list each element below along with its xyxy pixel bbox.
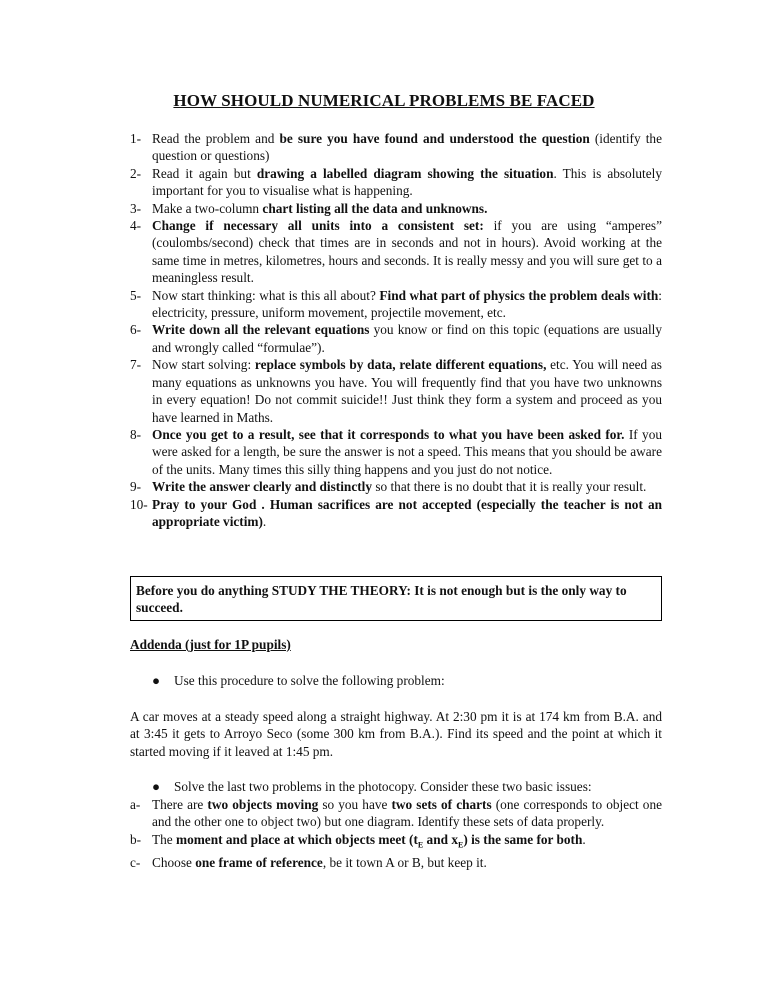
bold-text: moment and place at which objects meet (t — [176, 831, 418, 847]
bullet-text: Use this procedure to solve the following problem: — [174, 673, 445, 688]
bold-text: Pray to your God . Human sacrifices are not accepted (especially the teacher is not an appropriate victim) — [152, 496, 662, 529]
step-number: a- — [130, 797, 141, 812]
text-span: : electricity, pressure, uniform movement, projectile movement, etc. — [152, 287, 662, 321]
text-span: you know or find on this topic (equations are usually and wrongly called “formulae”). — [152, 322, 663, 355]
bold-text: two sets of charts — [391, 797, 492, 812]
step-text — [152, 200, 662, 217]
step-text — [152, 165, 662, 200]
step-item — [130, 321, 662, 356]
text-span: Make a two-column — [152, 200, 263, 216]
step-text — [152, 496, 662, 531]
text-span: Now start thinking: what is this all about? — [152, 287, 380, 303]
step-item — [130, 478, 662, 495]
step-item — [130, 426, 662, 478]
bullet-text: Solve the last two problems in the photocopy. Consider these two basic issues: — [174, 779, 592, 794]
text-span: . — [262, 513, 267, 529]
step-text — [152, 287, 662, 322]
substep-item — [130, 796, 662, 831]
text-span: . This is absolutely important for you to visualise what is happening. — [152, 165, 662, 199]
bold-text: one frame of reference — [195, 854, 323, 870]
bullet-item — [152, 672, 445, 689]
step-number: 10- — [130, 496, 148, 512]
bold-text: drawing a labelled diagram showing the situation — [256, 165, 554, 181]
bold-text: chart listing all the data and unknowns. — [262, 200, 488, 216]
bold-text: E — [457, 840, 464, 850]
step-item — [130, 356, 662, 426]
bold-text: E — [417, 840, 424, 850]
step-item — [130, 165, 662, 200]
text-span: , be it town A or B, but keep it. — [322, 854, 487, 870]
step-item — [130, 130, 662, 165]
text-span: There are — [152, 797, 208, 812]
step-number: 6- — [130, 322, 142, 338]
step-number: 9- — [130, 479, 142, 495]
step-number: 8- — [130, 426, 142, 442]
text-span: so that there is no doubt that it is really your result. — [372, 479, 647, 495]
bold-text: ) is the same for both — [463, 831, 583, 847]
substeps-list — [130, 796, 662, 871]
step-item — [130, 287, 662, 322]
step-item — [130, 217, 662, 287]
bullet-item — [152, 778, 592, 795]
bold-text: Change if necessary all units into a consistent set: — [152, 218, 484, 234]
theory-callout-box — [130, 576, 662, 621]
page-title: HOW SHOULD NUMERICAL PROBLEMS BE FACED — [173, 91, 595, 110]
bullet-icon: ● — [152, 673, 161, 688]
step-number: 1- — [130, 131, 142, 146]
addenda-heading: Addenda (just for 1P pupils) — [130, 637, 291, 652]
problem-paragraph: A car moves at a steady speed along a straight highway. At 2:30 pm it is at 174 km from B.A. and at 3:45 it gets to Arroyo Seco (some 300 km from B.A.). Find its speed and the point at which it started moving if it leaved at 1:45 pm. — [130, 709, 662, 759]
bold-text: Once you get to a result, see that it corresponds to what you have been asked for. — [152, 426, 625, 442]
substep-item — [130, 831, 662, 854]
substep-item — [130, 854, 662, 871]
bold-text: replace symbols by data, relate different equations, — [254, 357, 547, 373]
bullet-icon: ● — [152, 779, 161, 794]
step-number: 7- — [130, 357, 142, 373]
step-text — [152, 831, 662, 854]
step-text — [152, 854, 662, 871]
bold-text: Find what part of physics the problem deals with — [379, 287, 659, 303]
step-number: c- — [130, 854, 141, 870]
step-text — [152, 321, 662, 356]
bold-text: Write down all the relevant equations — [152, 322, 370, 338]
text-span: (one corresponds to object one and the other one to object two) but one diagram. Identify these sets of data properly. — [152, 797, 663, 830]
step-number: 5- — [130, 287, 142, 303]
step-number: 4- — [130, 218, 142, 234]
text-span: (identify the question or questions) — [152, 131, 662, 164]
text-span: . — [582, 831, 586, 847]
step-text — [152, 796, 662, 831]
bold-text: Write the answer clearly and distinctly — [152, 479, 372, 495]
step-item — [130, 200, 662, 217]
callout-text: Before you do anything STUDY THE THEORY: It is not enough but is the only way to succeed. — [136, 583, 627, 616]
bold-text: be sure you have found and understood the question — [279, 131, 590, 146]
step-text — [152, 426, 662, 478]
text-span: Choose — [152, 854, 196, 870]
text-span: so you have — [318, 797, 392, 812]
text-span: Read it again but — [152, 165, 257, 181]
step-text — [152, 356, 662, 426]
bold-text: two objects moving — [207, 797, 319, 812]
step-text — [152, 217, 662, 287]
step-text — [152, 130, 662, 165]
text-span: etc. You will need as many equations as unknowns you have. You will frequently find that you have two unknowns in every equation! Do not commit suicide!! Just think they form a system and proceed as you have learned in Maths. — [152, 357, 662, 425]
text-span: The — [152, 831, 176, 847]
step-number: 3- — [130, 200, 142, 216]
bold-text: and x — [423, 831, 458, 847]
text-span: if you are using “amperes” (coulombs/second) check that times are in seconds and not in hours). Avoid working at the same time in metres, kilometres, hours and seconds. It is really messy and you will sure get to a meaningless result. — [152, 218, 662, 286]
step-text — [152, 478, 662, 495]
steps-list — [130, 130, 662, 530]
text-span: Read the problem and — [152, 131, 280, 146]
step-item — [130, 496, 662, 531]
step-number: b- — [130, 831, 142, 847]
text-span: If you were asked for a length, be sure the answer is not a speed. This means that you should be aware of the units. Many times this silly thing happens and you just do not notice. — [152, 426, 663, 477]
step-number: 2- — [130, 165, 142, 181]
text-span: Now start solving: — [152, 357, 255, 373]
